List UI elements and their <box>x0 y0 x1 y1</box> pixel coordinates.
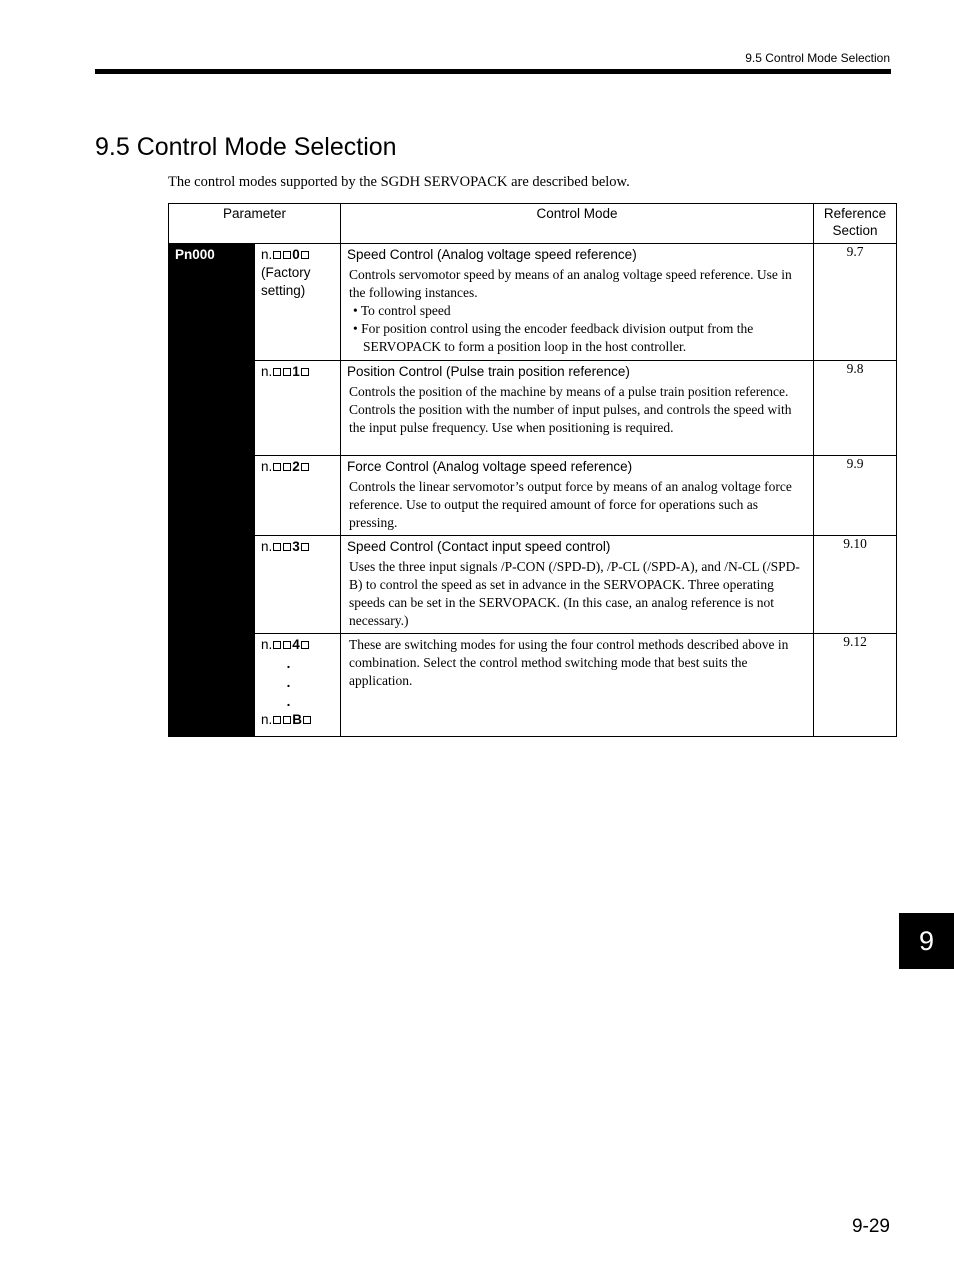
control-mode-table <box>168 203 897 737</box>
header-parameter: Parameter <box>169 204 341 244</box>
mode-title: Position Control (Pulse train position reference) <box>347 364 630 379</box>
mode-description: Controls the position of the machine by means of a pulse train position reference. <box>349 384 789 399</box>
placeholder-box-icon <box>301 368 309 376</box>
mode-cell <box>341 361 814 456</box>
placeholder-box-icon <box>273 368 281 376</box>
mode-title: Speed Control (Contact input speed control) <box>347 539 611 554</box>
header-reference-section <box>814 204 897 244</box>
header-reference-line2: Section <box>832 223 878 238</box>
mode-description: Uses the three input signals /P-CON (/SPD-D), /P-CL (/SPD-A), and /N-CL (/SPD-B) to control the speed as set in advance in the SERVOPACK. Three operating speeds can be set in the SERVOPACK. (In this case, an analog reference is not necessary.) <box>349 559 800 628</box>
setting-value <box>261 538 334 556</box>
placeholder-box-icon <box>283 251 291 259</box>
placeholder-box-icon <box>283 716 291 724</box>
placeholder-box-icon <box>283 368 291 376</box>
mode-cell <box>341 634 814 737</box>
setting-range-dot: . <box>286 694 291 709</box>
mode-bullet: • To control speed <box>353 303 451 318</box>
placeholder-box-icon <box>273 251 281 259</box>
header-reference-line1: Reference <box>823 206 887 221</box>
mode-cell <box>341 244 814 361</box>
table-row <box>169 361 897 456</box>
placeholder-box-icon <box>301 641 309 649</box>
setting-prefix: n. <box>261 539 273 554</box>
mode-description: Controls the position with the number of input pulses, and controls the speed with the input pulse frequency. Use when positioning is required. <box>349 402 792 435</box>
table-header-row <box>169 204 897 244</box>
intro-paragraph: The control modes supported by the SGDH SERVOPACK are described below. <box>168 174 630 190</box>
setting-prefix: n. <box>261 247 273 262</box>
setting-digit: B <box>292 712 303 727</box>
setting-value-end <box>261 711 334 729</box>
header-rule <box>95 69 891 74</box>
reference-cell: 9.8 <box>814 361 897 456</box>
section-title: 9.5 Control Mode Selection <box>95 133 397 161</box>
setting-digit: 1 <box>292 364 300 379</box>
setting-prefix: n. <box>261 637 273 652</box>
mode-cell <box>341 536 814 634</box>
table-row <box>169 536 897 634</box>
placeholder-box-icon <box>303 716 311 724</box>
placeholder-box-icon <box>273 641 281 649</box>
setting-value <box>261 636 334 654</box>
mode-description: These are switching modes for using the four control methods described above in combination. Select the control method switching mode that best suits the application. <box>349 637 789 688</box>
mode-bullet: • For position control using the encoder feedback division output from the SERVOPACK to form a position loop in the host controller. <box>353 321 754 354</box>
setting-cell <box>255 536 341 634</box>
setting-cell <box>255 244 341 361</box>
mode-description: Controls servomotor speed by means of an analog voltage speed reference. Use in the following instances. <box>349 267 792 300</box>
reference-cell: 9.12 <box>814 634 897 737</box>
setting-value <box>261 458 334 476</box>
mode-description: Controls the linear servomotor’s output force by means of an analog voltage force reference. Use to output the required amount of force for operations such as pressing. <box>349 479 792 530</box>
chapter-tab: 9 <box>899 913 954 969</box>
table-row <box>169 244 897 361</box>
table-row <box>169 634 897 737</box>
table-row <box>169 456 897 536</box>
mode-cell <box>341 456 814 536</box>
placeholder-box-icon <box>301 463 309 471</box>
placeholder-box-icon <box>283 543 291 551</box>
setting-prefix: n. <box>261 364 273 379</box>
setting-range-dot: . <box>286 675 291 690</box>
placeholder-box-icon <box>273 716 281 724</box>
reference-cell: 9.9 <box>814 456 897 536</box>
placeholder-box-icon <box>283 463 291 471</box>
setting-cell <box>255 634 341 737</box>
setting-value <box>261 363 334 381</box>
placeholder-box-icon <box>273 543 281 551</box>
setting-cell <box>255 361 341 456</box>
placeholder-box-icon <box>301 251 309 259</box>
setting-prefix: n. <box>261 459 273 474</box>
mode-title: Force Control (Analog voltage speed reference) <box>347 459 633 474</box>
placeholder-box-icon <box>273 463 281 471</box>
setting-value <box>261 246 334 264</box>
setting-prefix: n. <box>261 712 273 727</box>
parameter-name-cell <box>169 244 255 737</box>
setting-digit: 0 <box>292 247 300 262</box>
placeholder-box-icon <box>283 641 291 649</box>
reference-cell: 9.7 <box>814 244 897 361</box>
running-head: 9.5 Control Mode Selection <box>745 51 890 65</box>
header-control-mode: Control Mode <box>341 204 814 244</box>
setting-digit: 2 <box>292 459 300 474</box>
setting-digit: 3 <box>292 539 300 554</box>
reference-cell: 9.10 <box>814 536 897 634</box>
setting-digit: 4 <box>292 637 300 652</box>
parameter-name: Pn000 <box>175 247 215 262</box>
setting-note: (Factory setting) <box>261 265 311 298</box>
mode-title: Speed Control (Analog voltage speed reference) <box>347 247 637 262</box>
setting-cell <box>255 456 341 536</box>
setting-range-dot: . <box>286 656 291 671</box>
placeholder-box-icon <box>301 543 309 551</box>
page-number: 9-29 <box>851 1216 890 1237</box>
